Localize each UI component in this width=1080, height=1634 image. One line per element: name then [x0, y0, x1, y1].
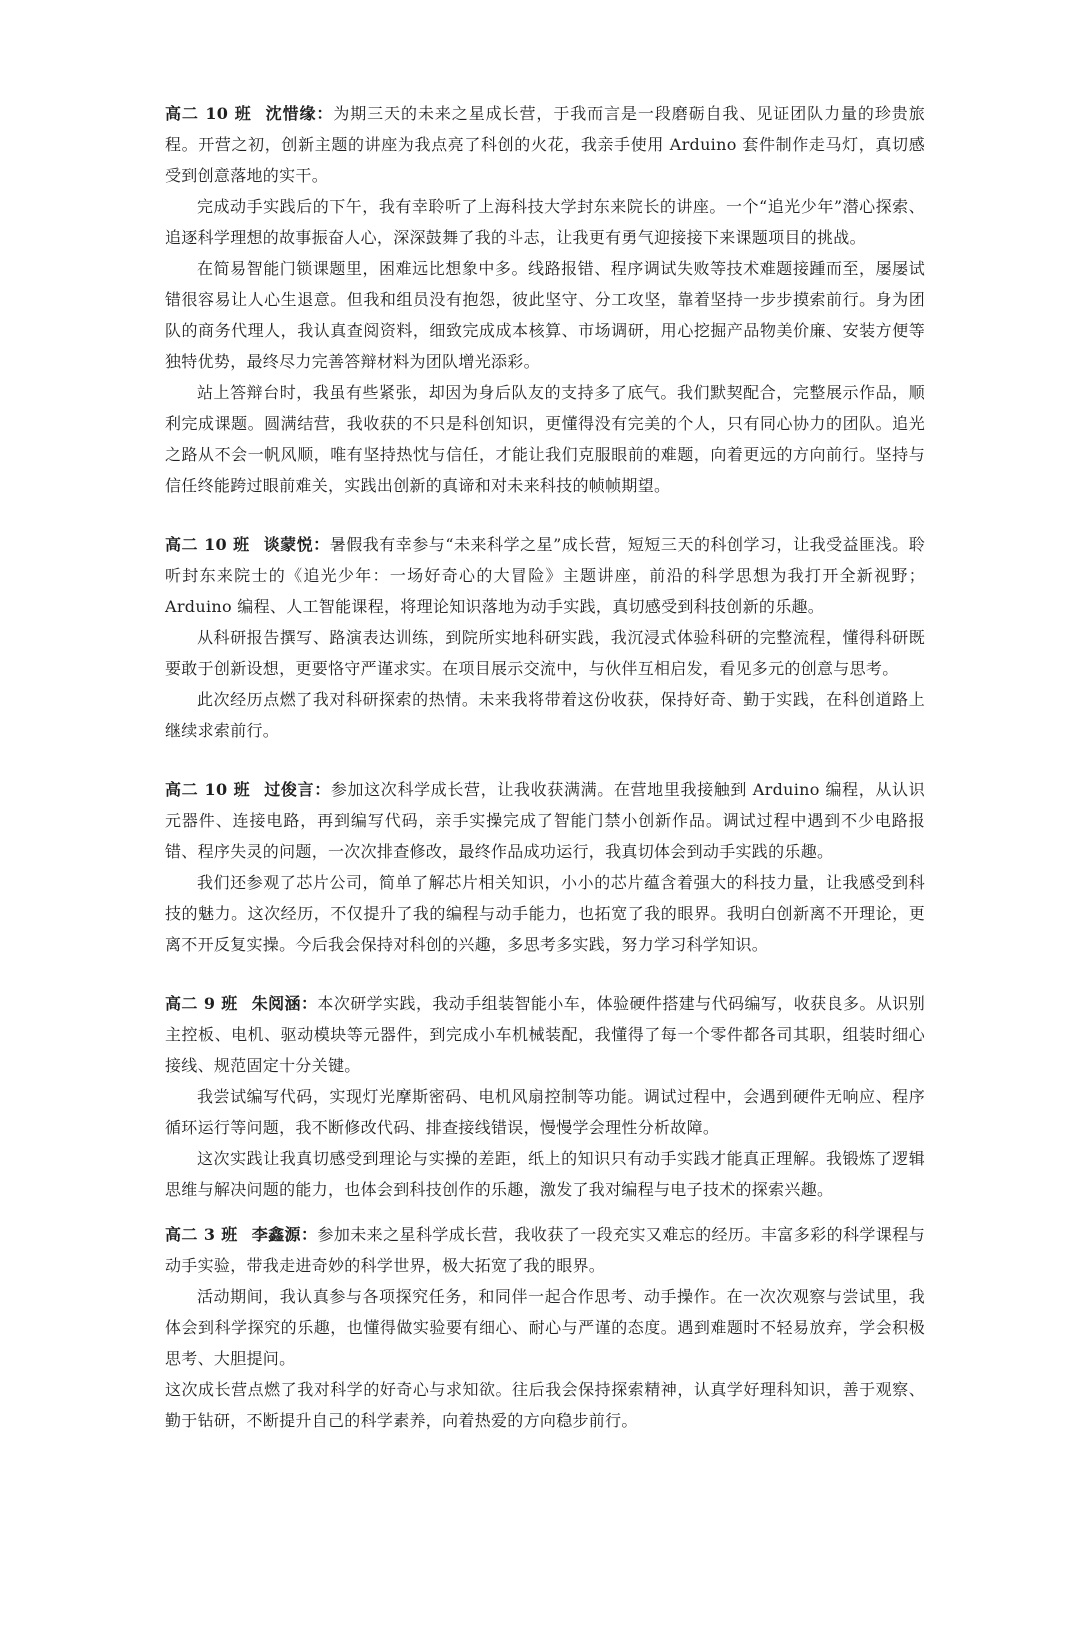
entry-first-paragraph [165, 988, 925, 1081]
entry-first-paragraph [165, 1219, 925, 1281]
document-page [165, 98, 925, 1436]
student-name: 朱阅涵： [251, 994, 318, 1013]
student-class: 高二 10 班 [165, 780, 251, 799]
entry-first-paragraph [165, 98, 925, 191]
paragraph: 这次实践让我真切感受到理论与实操的差距，纸上的知识只有动手实践才能真正理解。我锻炼了逻辑思维与解决问题的能力，也体会到科技创作的乐趣，激发了我对编程与电子技术的探索兴趣。 [165, 1149, 925, 1199]
reflection-entry [165, 1219, 925, 1436]
paragraph-text: 参加未来之星科学成长营，我收获了一段充实又难忘的经历。丰富多彩的科学课程与动手实验，带我走进奇妙的科学世界，极大拓宽了我的眼界。 [165, 1225, 925, 1275]
paragraph-text: 暑假我有幸参与“未来科学之星”成长营，短短三天的科创学习，让我受益匪浅。聆听封东来院士的《追光少年：一场好奇心的大冒险》主题讲座，前沿的科学思想为我打开全新视野；Arduino 编程、人工智能课程，将理论知识落地为动手实践，真切感受到科技创新的乐趣。 [165, 535, 925, 616]
reflection-entry [165, 988, 925, 1205]
paragraph: 我们还参观了芯片公司，简单了解芯片相关知识，小小的芯片蕴含着强大的科技力量，让我感受到科技的魅力。这次经历，不仅提升了我的编程与动手能力，也拓宽了我的眼界。我明白创新离不开理论，更离不开反复实操。今后我会保持对科创的兴趣，多思考多实践，努力学习科学知识。 [165, 873, 925, 954]
paragraph: 活动期间，我认真参与各项探究任务，和同伴一起合作思考、动手操作。在一次次观察与尝试里，我体会到科学探究的乐趣，也懂得做实验要有细心、耐心与严谨的态度。遇到难题时不轻易放弃，学会积极思考、大胆提问。 [165, 1287, 925, 1368]
paragraph-text: 为期三天的未来之星成长营，于我而言是一段磨砺自我、见证团队力量的珍贵旅程。开营之初，创新主题的讲座为我点亮了科创的火花，我亲手使用 Arduino 套件制作走马灯，真切感受到创意落地的实干。 [165, 104, 925, 185]
student-name: 沈惜缘： [265, 104, 334, 123]
paragraph: 完成动手实践后的下午，我有幸聆听了上海科技大学封东来院长的讲座。一个“追光少年”潜心探索、追逐科学理想的故事振奋人心，深深鼓舞了我的斗志，让我更有勇气迎接接下来课题项目的挑战。 [165, 197, 925, 247]
paragraph: 此次经历点燃了我对科研探索的热情。未来我将带着这份收获，保持好奇、勤于实践，在科创道路上继续求索前行。 [165, 690, 925, 740]
student-name: 过俊言： [264, 780, 331, 799]
entry-first-paragraph [165, 774, 925, 867]
paragraph: 从科研报告撰写、路演表达训练，到院所实地科研实践，我沉浸式体验科研的完整流程，懂得科研既要敢于创新设想，更要恪守严谨求实。在项目展示交流中，与伙伴互相启发，看见多元的创意与思考。 [165, 628, 925, 678]
student-name: 谈蒙悦： [263, 535, 330, 554]
reflection-entry [165, 98, 925, 501]
student-class: 高二 10 班 [165, 104, 252, 123]
paragraph: 在简易智能门锁课题里，困难远比想象中多。线路报错、程序调试失败等技术难题接踵而至，屡屡试错很容易让人心生退意。但我和组员没有抱怨，彼此坚守、分工攻坚，靠着坚持一步步摸索前行。身为团队的商务代理人，我认真查阅资料，细致完成成本核算、市场调研，用心挖掘产品物美价廉、安装方便等独特优势，最终尽力完善答辩材料为团队增光添彩。 [165, 259, 925, 371]
paragraph-text: 参加这次科学成长营，让我收获满满。在营地里我接触到 Arduino 编程，从认识元器件、连接电路，再到编写代码，亲手实操完成了智能门禁小创新作品。调试过程中遇到不少电路报错、程序失灵的问题，一次次排查修改，最终作品成功运行，我真切体会到动手实践的乐趣。 [165, 780, 925, 861]
student-class: 高二 10 班 [165, 535, 250, 554]
student-name: 李鑫源： [251, 1225, 318, 1244]
entry-first-paragraph [165, 529, 925, 622]
paragraph: 站上答辩台时，我虽有些紧张，却因为身后队友的支持多了底气。我们默契配合，完整展示作品，顺利完成课题。圆满结营，我收获的不只是科创知识，更懂得没有完美的个人，只有同心协力的团队。追光之路从不会一帆风顺，唯有坚持热忱与信任，才能让我们克服眼前的难题，向着更远的方向前行。坚持与信任终能跨过眼前难关，实践出创新的真谛和对未来科技的帧帧期望。 [165, 383, 925, 495]
paragraph: 这次成长营点燃了我对科学的好奇心与求知欲。往后我会保持探索精神，认真学好理科知识，善于观察、勤于钻研，不断提升自己的科学素养，向着热爱的方向稳步前行。 [165, 1380, 925, 1430]
reflection-entry [165, 774, 925, 960]
paragraph-text: 本次研学实践，我动手组装智能小车，体验硬件搭建与代码编写，收获良多。从识别主控板、电机、驱动模块等元器件，到完成小车机械装配，我懂得了每一个零件都各司其职，组装时细心接线、规范固定十分关键。 [165, 994, 925, 1075]
student-class: 高二 9 班 [165, 994, 238, 1013]
student-class: 高二 3 班 [165, 1225, 238, 1244]
reflection-entry [165, 529, 925, 746]
paragraph: 我尝试编写代码，实现灯光摩斯密码、电机风扇控制等功能。调试过程中，会遇到硬件无响应、程序循环运行等问题，我不断修改代码、排查接线错误，慢慢学会理性分析故障。 [165, 1087, 925, 1137]
